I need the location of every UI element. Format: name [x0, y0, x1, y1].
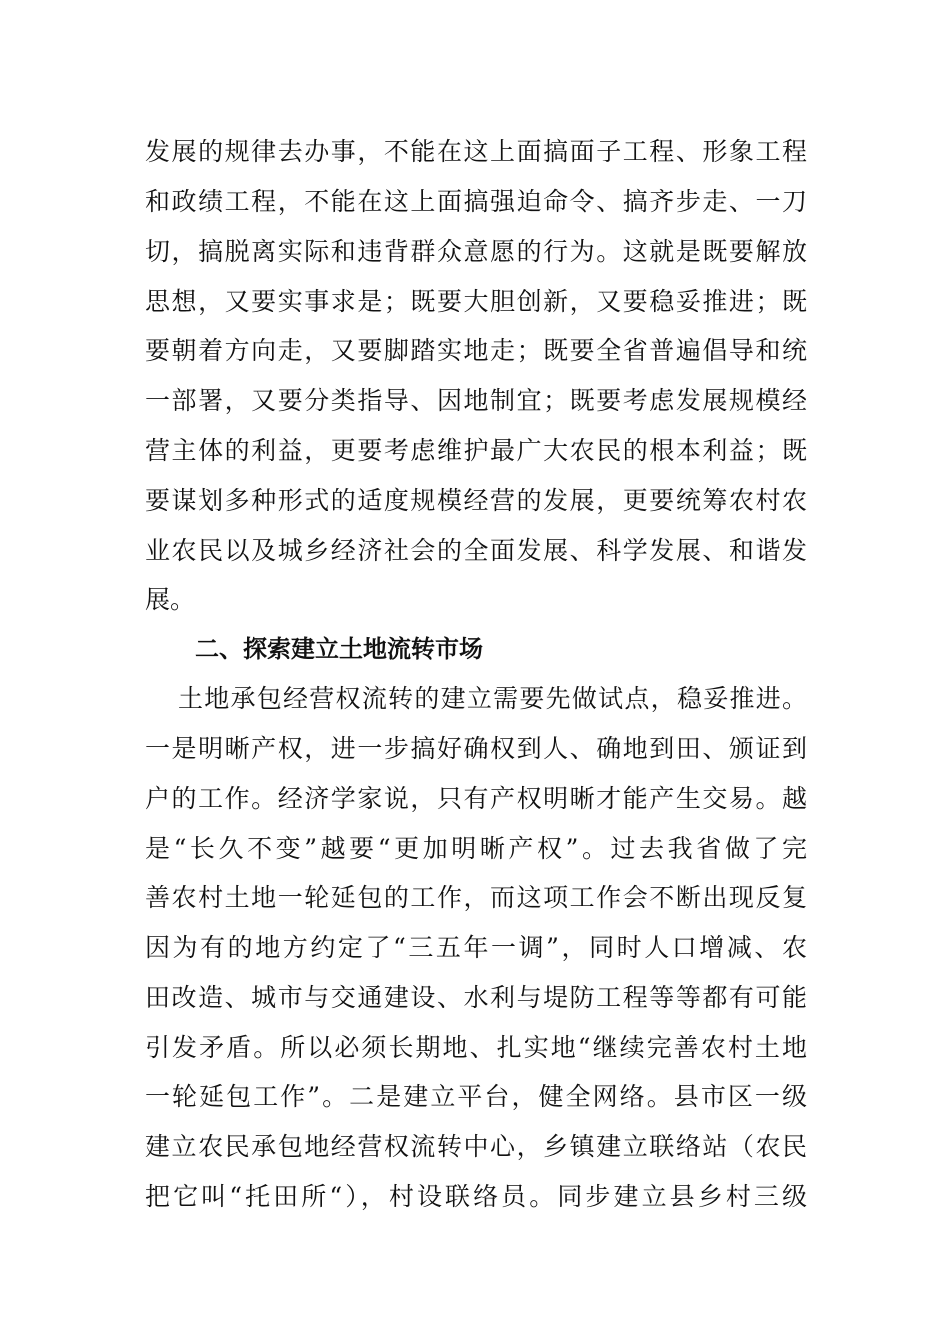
paragraph-line: 因为有的地方约定了“三五年一调”，同时人口增减、农	[145, 933, 807, 962]
paragraph-line: 思想，又要实事求是；既要大胆创新，又要稳妥推进；既	[145, 287, 807, 316]
paragraph-line: 户的工作。经济学家说，只有产权明晰才能产生交易。越	[145, 784, 807, 813]
paragraph-line: 土地承包经营权流转的建立需要先做试点，稳妥推进。	[178, 684, 807, 713]
paragraph-line: 营主体的利益，更要考虑维护最广大农民的根本利益；既	[145, 436, 807, 465]
paragraph-line: 切，搞脱离实际和违背群众意愿的行为。这就是既要解放	[145, 237, 807, 266]
paragraph-line: 田改造、城市与交通建设、水利与堤防工程等等都有可能	[145, 983, 807, 1012]
paragraph-line: 发展的规律去办事，不能在这上面搞面子工程、形象工程	[145, 137, 807, 166]
paragraph-line: 要朝着方向走，又要脚踏实地走；既要全省普遍倡导和统	[145, 336, 807, 365]
paragraph-line: 一部署，又要分类指导、因地制宜；既要考虑发展规模经	[145, 386, 807, 415]
paragraph-line: 业农民以及城乡经济社会的全面发展、科学发展、和谐发	[145, 536, 807, 565]
paragraph-line: 要谋划多种形式的适度规模经营的发展，更要统筹农村农	[145, 486, 807, 515]
paragraph-line: 把它叫“托田所“），村设联络员。同步建立县乡村三级	[145, 1182, 807, 1211]
paragraph-line: 引发矛盾。所以必须长期地、扎实地“继续完善农村土地	[145, 1033, 807, 1062]
paragraph-line: 一是明晰产权，进一步搞好确权到人、确地到田、颁证到	[145, 734, 807, 763]
paragraph-line: 展。	[145, 585, 196, 614]
paragraph-line: 建立农民承包地经营权流转中心，乡镇建立联络站（农民	[145, 1132, 807, 1161]
section-heading: 二、探索建立土地流转市场	[195, 635, 483, 663]
paragraph-line: 一轮延包工作”。二是建立平台，健全网络。县市区一级	[145, 1082, 807, 1111]
paragraph-line: 善农村土地一轮延包的工作，而这项工作会不断出现反复	[145, 883, 807, 912]
paragraph-line: 是“长久不变”越要“更加明晰产权”。过去我省做了完	[145, 834, 807, 863]
paragraph-line: 和政绩工程，不能在这上面搞强迫命令、搞齐步走、一刀	[145, 187, 807, 216]
